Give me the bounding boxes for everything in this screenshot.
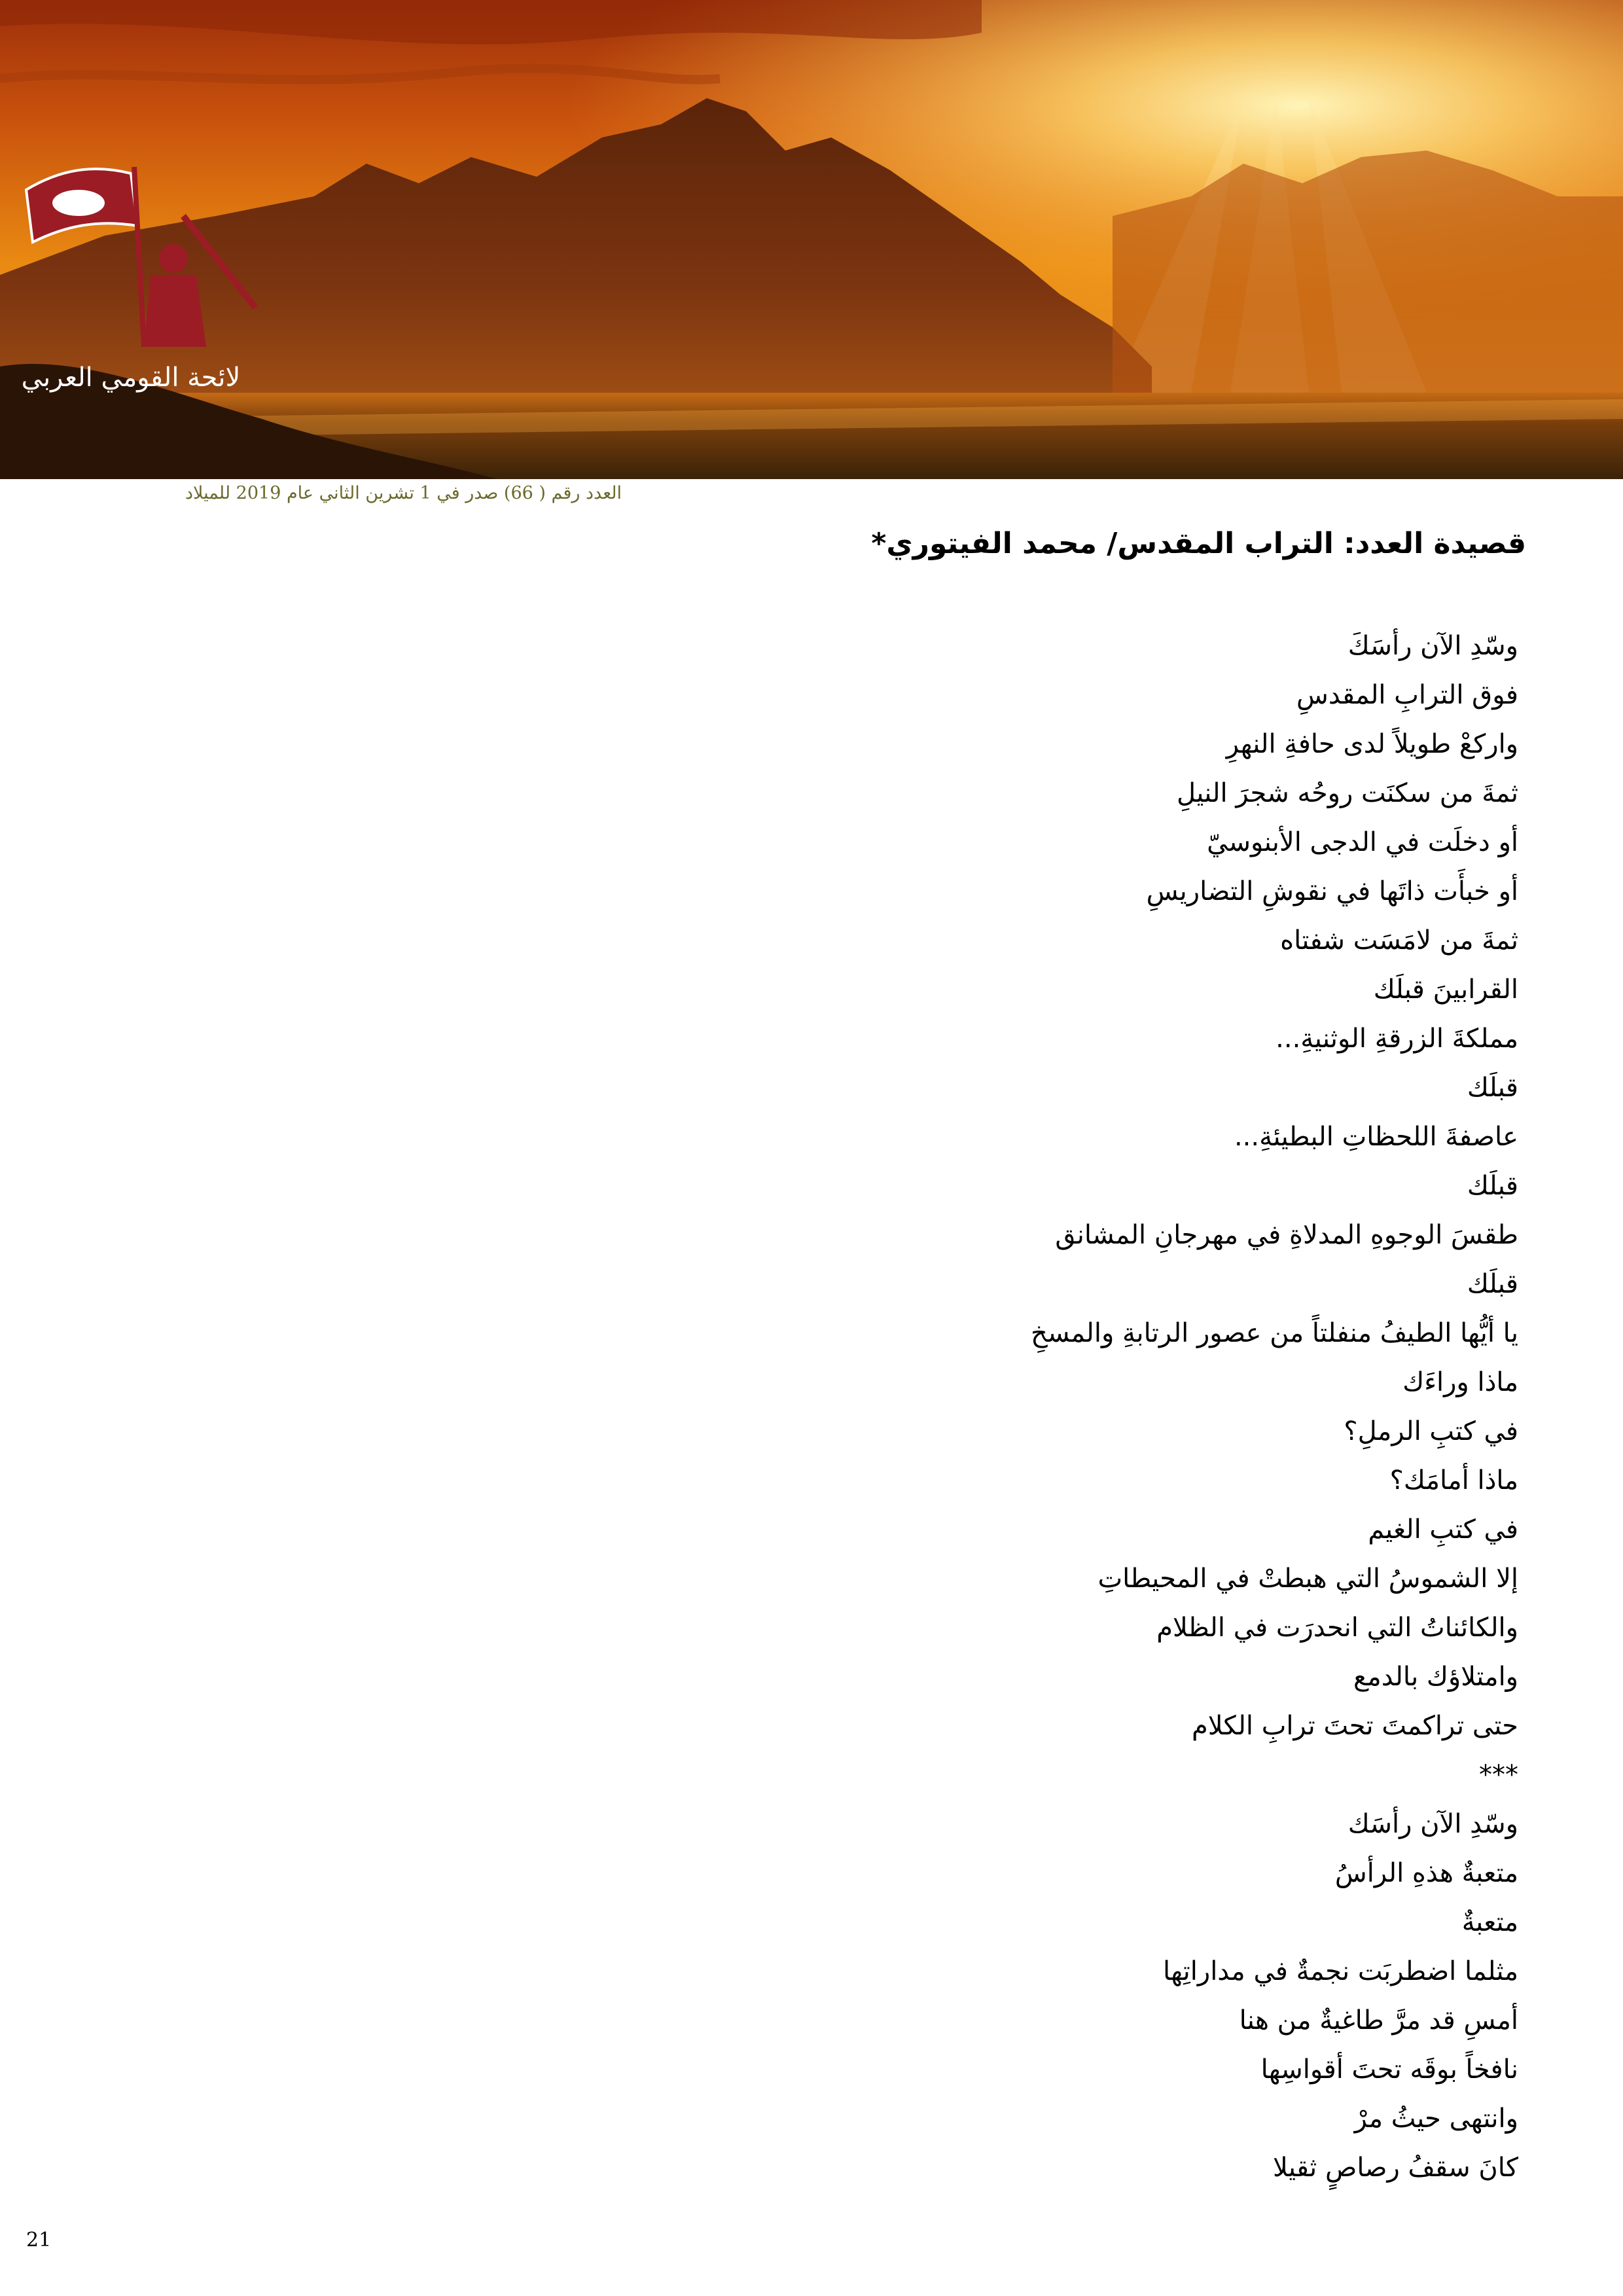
poem-line: مثلما اضطربَت نجمةٌ في مداراتِها [1163, 1956, 1518, 1986]
sunset-mountain-image [0, 0, 1623, 479]
poem-line: وامتلاؤك بالدمع [1353, 1662, 1518, 1692]
poem-title: قصيدة العدد: التراب المقدس/ محمد الفيتوري* [871, 527, 1526, 560]
poem-line: إلا الشموسُ التي هبطتْ في المحيطاتِ [1097, 1564, 1518, 1594]
poem-line: وانتهى حيثُ مرْ [1354, 2104, 1518, 2134]
poem-line: أمسِ قد مرَّ طاغيةٌ من هنا [1239, 2005, 1518, 2036]
poem-line: عاصفةَ اللحظاتِ البطيئةِ... [1234, 1122, 1518, 1152]
poem-line: أو دخلَت في الدجى الأبنوسيّ [1207, 827, 1518, 857]
poem-line: متعبةٌ [1461, 1907, 1518, 1937]
poem-line: ماذا أمامَك؟ [1389, 1465, 1518, 1496]
poem-line: حتى تراكمتَ تحتَ ترابِ الكلام [1192, 1711, 1518, 1741]
poem-line: ثمةَ من لامَسَت شفتاه [1280, 925, 1518, 956]
poem-body [602, 622, 1518, 2193]
issue-info: العدد رقم ( 66) صدر في 1 تشرين الثاني عام 2019 للميلاد [185, 483, 622, 503]
poem-line: كانَ سقفُ رصاصٍ ثقيلا [1272, 2153, 1518, 2183]
poem-line: والكائناتُ التي انحدرَت في الظلام [1156, 1613, 1518, 1643]
poem-line: طقسَ الوجوهِ المدلاةِ في مهرجانِ المشانق [1055, 1220, 1518, 1250]
poem-line: في كتبِ الرملِ؟ [1344, 1416, 1518, 1446]
poem-line: وسّدِ الآن رأسَكَ [1347, 631, 1518, 661]
poem-line: مملكةَ الزرقةِ الوثنيةِ... [1275, 1024, 1518, 1054]
poem-line: قبلَك [1467, 1073, 1518, 1103]
poem-line: وسّدِ الآن رأسَك [1347, 1809, 1518, 1839]
poem-line: قبلَك [1467, 1171, 1518, 1201]
poem-line: ماذا وراءَك [1402, 1367, 1518, 1397]
poem-line: متعبةٌ هذهِ الرأسُ [1334, 1858, 1518, 1888]
logo-text: لائحة القومي العربي [21, 363, 241, 393]
poem-line: قبلَك [1467, 1269, 1518, 1299]
poem-line: ثمةَ من سكنَت روحُه شجرَ النيلِ [1176, 778, 1518, 808]
poem-line: أو خبأَت ذاتَها في نقوشِ التضاريسِ [1146, 876, 1518, 906]
poem-line: فوق الترابِ المقدسِ [1296, 680, 1518, 710]
poem-line: يا أيُّها الطيفُ منفلتاً من عصور الرتابةِ والمسخِ [1031, 1318, 1518, 1348]
poem-line: واركعْ طويلاً لدى حافةِ النهرِ [1226, 729, 1518, 759]
header-banner [0, 0, 1623, 479]
poem-line: في كتبِ الغيم [1368, 1515, 1518, 1545]
poem-line: القرابينَ قبلَك [1373, 975, 1518, 1005]
section-separator: *** [1479, 1760, 1518, 1790]
page-number: 21 [26, 2229, 52, 2251]
poem-line: نافخاً بوقَه تحتَ أقواسِها [1260, 2054, 1518, 2085]
